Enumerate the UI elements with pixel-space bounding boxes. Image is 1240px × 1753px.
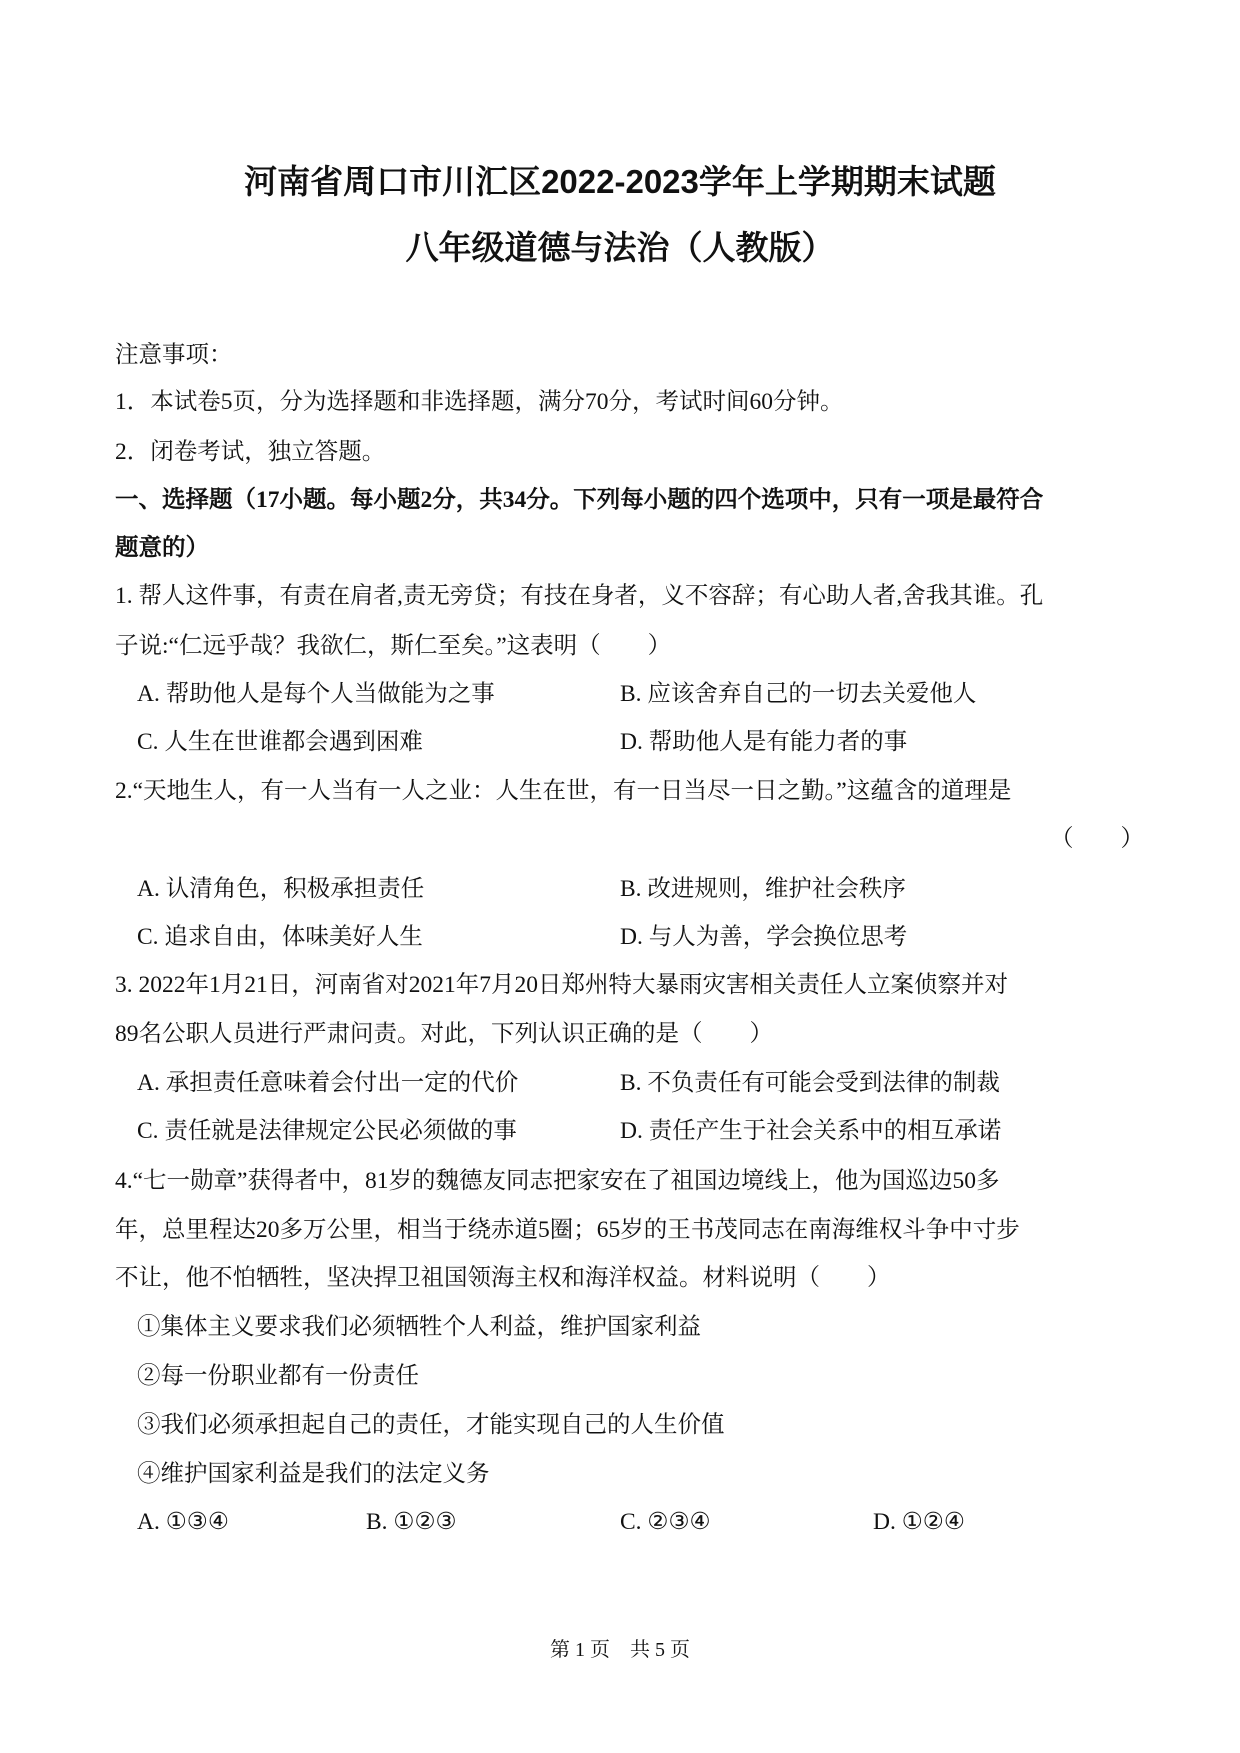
question-3-option-c: C. 责任就是法律规定公民必须做的事 bbox=[137, 1118, 517, 1144]
question-4-statement: ④维护国家利益是我们的法定义务 bbox=[137, 1461, 490, 1487]
question-1-option-d: D. 帮助他人是有能力者的事 bbox=[620, 729, 908, 755]
question-3-option-a: A. 承担责任意味着会付出一定的代价 bbox=[137, 1070, 519, 1096]
question-2-option-a: A. 认清角色，积极承担责任 bbox=[137, 876, 425, 902]
question-3-stem: 3. 2022年1月21日，河南省对2021年7月20日郑州特大暴雨灾害相关责任人立案侦察并对 bbox=[115, 972, 1008, 998]
question-2-option-b: B. 改进规则，维护社会秩序 bbox=[620, 876, 906, 902]
question-2-answer-blank: （ ） bbox=[1050, 826, 1144, 852]
question-1-option-b: B. 应该舍弃自己的一切去关爱他人 bbox=[620, 681, 977, 707]
question-4-statement: ①集体主义要求我们必须牺牲个人利益，维护国家利益 bbox=[137, 1314, 701, 1340]
notice-item: 1．本试卷5页，分为选择题和非选择题，满分70分，考试时间60分钟。 bbox=[115, 389, 844, 415]
question-1-option-a: A. 帮助他人是每个人当做能为之事 bbox=[137, 681, 495, 707]
question-3-stem: 89名公职人员进行严肃问责。对此，下列认识正确的是（ ） bbox=[115, 1021, 773, 1047]
question-1-option-c: C. 人生在世谁都会遇到困难 bbox=[137, 729, 423, 755]
question-2-option-d: D. 与人为善，学会换位思考 bbox=[620, 924, 908, 950]
question-4-statement: ②每一份职业都有一份责任 bbox=[137, 1363, 419, 1389]
question-4-option-c: C. ②③④ bbox=[620, 1509, 711, 1535]
question-4-option-a: A. ①③④ bbox=[137, 1509, 229, 1535]
question-3-option-d: D. 责任产生于社会关系中的相互承诺 bbox=[620, 1118, 1002, 1144]
question-4-option-b: B. ①②③ bbox=[366, 1509, 457, 1535]
question-1-stem: 1. 帮人这件事，有责在肩者,责无旁贷；有技在身者，义不容辞；有心助人者,舍我其谁。孔 bbox=[115, 583, 1044, 609]
section-heading: 一、选择题（17小题。每小题2分，共34分。下列每小题的四个选项中，只有一项是最符合 bbox=[115, 487, 1044, 513]
question-2-option-c: C. 追求自由，体味美好人生 bbox=[137, 924, 423, 950]
document-subtitle: 八年级道德与法治（人教版） bbox=[405, 229, 835, 266]
notice-item: 2．闭卷考试，独立答题。 bbox=[115, 439, 386, 465]
question-2-stem: 2.“天地生人，有一人当有一人之业：人生在世，有一日当尽一日之勤。”这蕴含的道理是 bbox=[115, 778, 1012, 804]
question-4-stem: 不让，他不怕牺牲，坚决捍卫祖国领海主权和海洋权益。材料说明（ ） bbox=[115, 1265, 891, 1291]
question-3-option-b: B. 不负责任有可能会受到法律的制裁 bbox=[620, 1070, 1000, 1096]
page-footer: 第 1 页 共 5 页 bbox=[550, 1639, 690, 1661]
question-4-stem: 4.“七一勋章”获得者中，81岁的魏德友同志把家安在了祖国边境线上，他为国巡边50多 bbox=[115, 1168, 1000, 1194]
document-title: 河南省周口市川汇区2022-2023学年上学期期末试题 bbox=[244, 163, 996, 200]
section-heading-cont: 题意的） bbox=[115, 535, 209, 561]
question-4-option-d: D. ①②④ bbox=[873, 1509, 965, 1535]
notice-heading: 注意事项： bbox=[115, 342, 233, 368]
question-4-stem: 年，总里程达20多万公里，相当于绕赤道5圈；65岁的王书茂同志在南海维权斗争中寸步 bbox=[115, 1217, 1020, 1243]
question-1-stem: 子说:“仁远乎哉？我欲仁，斯仁至矣。”这表明（ ） bbox=[115, 633, 672, 659]
question-4-statement: ③我们必须承担起自己的责任，才能实现自己的人生价值 bbox=[137, 1412, 725, 1438]
